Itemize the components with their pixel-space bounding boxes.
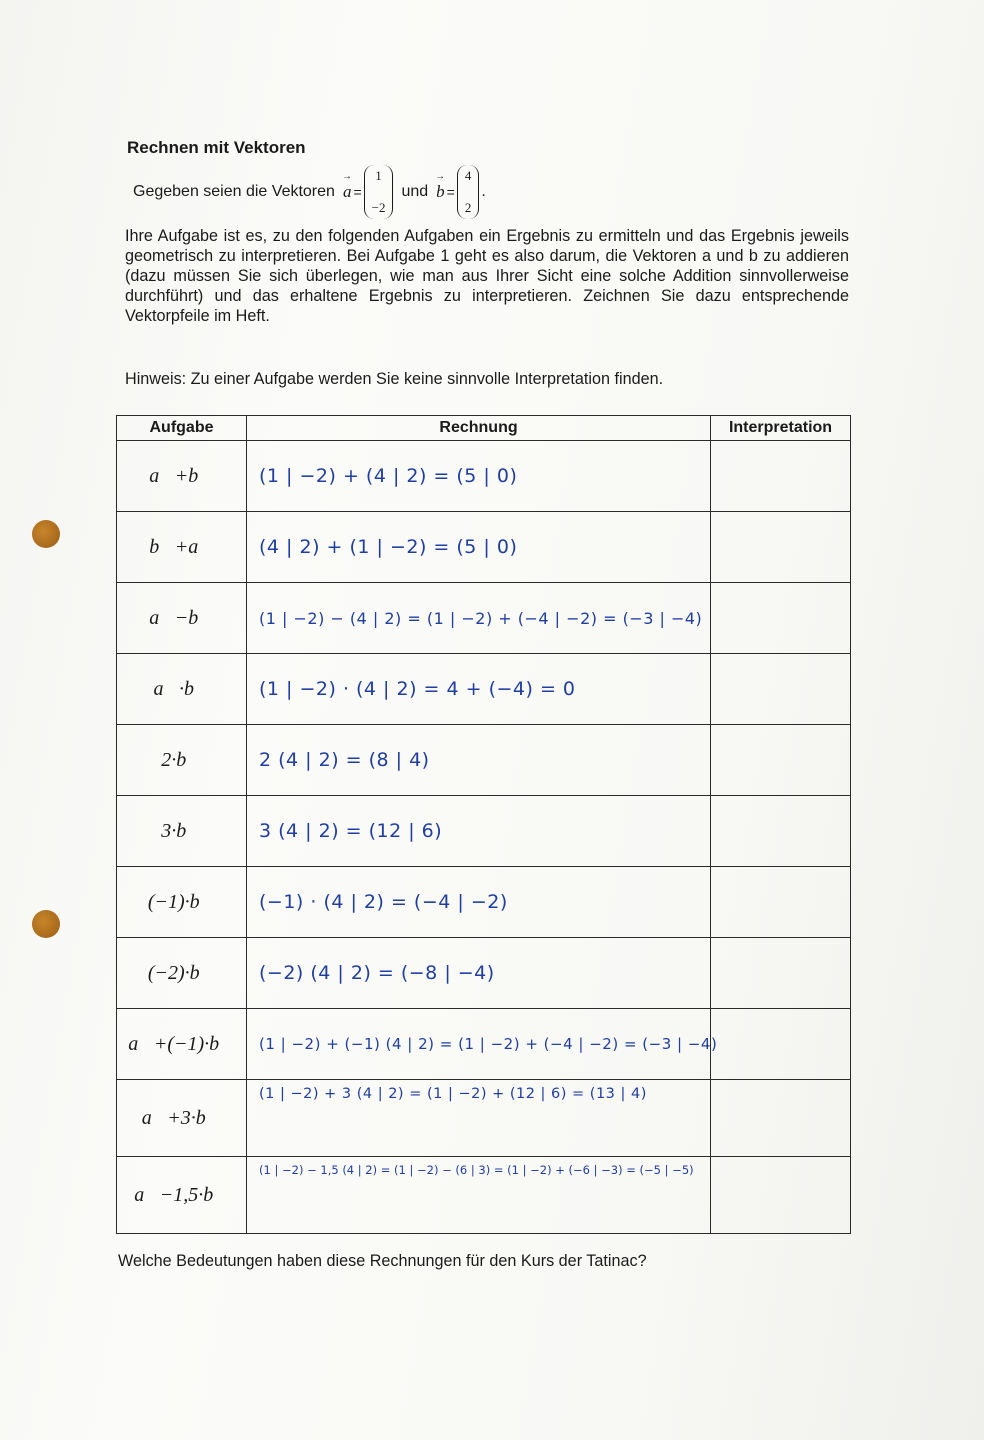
table-row xyxy=(117,725,851,796)
calc-cell: (1 | −2) + (−1) (4 | 2) = (1 | −2) + (−4 | −2) = (−3 | −4) xyxy=(247,1009,711,1080)
task-cell: (−1)·b⃗ xyxy=(117,867,247,938)
calc-cell: (4 | 2) + (1 | −2) = (5 | 0) xyxy=(247,512,711,583)
task-cell: b⃗+a⃗ xyxy=(117,512,247,583)
given-end: . xyxy=(481,183,486,200)
task-table xyxy=(116,415,851,1234)
vector-b-x: 4 xyxy=(464,168,472,183)
vector-b-y: 2 xyxy=(464,200,472,215)
header-task: Aufgabe xyxy=(117,416,247,441)
calc-cell: (1 | −2) − (4 | 2) = (1 | −2) + (−4 | −2) = (−3 | −4) xyxy=(247,583,711,654)
calc-cell: (1 | −2) + (4 | 2) = (5 | 0) xyxy=(247,441,711,512)
worksheet-title: Rechnen mit Vektoren xyxy=(127,138,306,157)
interpretation-cell[interactable] xyxy=(711,867,851,938)
table-header-row xyxy=(117,416,851,441)
table-row xyxy=(117,441,851,512)
table-row xyxy=(117,938,851,1009)
table-row xyxy=(117,654,851,725)
given-joiner: und xyxy=(401,183,429,200)
equals-sign: = xyxy=(446,184,455,200)
punch-hole-bottom xyxy=(32,910,60,938)
given-prefix: Gegeben seien die Vektoren xyxy=(133,183,335,200)
table-row xyxy=(117,583,851,654)
task-cell: a⃗−b⃗ xyxy=(117,583,247,654)
interpretation-cell[interactable] xyxy=(711,1009,851,1080)
task-cell: a⃗+(−1)·b⃗ xyxy=(117,1009,247,1080)
interpretation-cell[interactable] xyxy=(711,938,851,1009)
interpretation-cell[interactable] xyxy=(711,796,851,867)
vector-b xyxy=(436,165,479,219)
table-row xyxy=(117,867,851,938)
interpretation-cell[interactable] xyxy=(711,725,851,796)
task-cell: a⃗−1,5·b⃗ xyxy=(117,1157,247,1234)
task-cell: a⃗+b⃗ xyxy=(117,441,247,512)
calc-cell: (1 | −2) − 1,5 (4 | 2) = (1 | −2) − (6 | 3) = (1 | −2) + (−6 | −3) = (−5 | −5) xyxy=(247,1157,711,1234)
task-cell: (−2)·b⃗ xyxy=(117,938,247,1009)
hint-line: Hinweis: Zu einer Aufgabe werden Sie keine sinnvolle Interpretation finden. xyxy=(125,370,664,388)
calc-cell: (−1) · (4 | 2) = (−4 | −2) xyxy=(247,867,711,938)
calc-cell: (1 | −2) + 3 (4 | 2) = (1 | −2) + (12 | 6) = (13 | 4) xyxy=(247,1080,711,1157)
vector-a xyxy=(343,165,394,219)
interpretation-cell[interactable] xyxy=(711,441,851,512)
vector-a-column xyxy=(364,165,394,219)
header-calc: Rechnung xyxy=(247,416,711,441)
given-vectors-line xyxy=(127,163,486,221)
table-row xyxy=(117,1157,851,1234)
calc-cell: 3 (4 | 2) = (12 | 6) xyxy=(247,796,711,867)
interpretation-cell[interactable] xyxy=(711,512,851,583)
task-cell: 2·b⃗ xyxy=(117,725,247,796)
vector-a-x: 1 xyxy=(375,168,382,183)
interpretation-cell[interactable] xyxy=(711,654,851,725)
table-row xyxy=(117,1009,851,1080)
vector-b-name: → b xyxy=(436,182,445,202)
instructions-paragraph: Ihre Aufgabe ist es, zu den folgenden Aufgaben ein Ergebnis zu ermitteln und das Ergebnis jeweils geometrisch zu interpretieren. Bei Aufgabe 1 geht es also darum, die Vektoren a und b zu addieren (dazu müssen Sie sich überlegen, wie man aus Ihrer Sicht eine solche Addition sinnvollerweise durchführt) und das erhaltene Ergebnis zu interpretieren. Zeichnen Sie dazu entsprechende Vektorpfeile im Heft. xyxy=(125,227,849,325)
interpretation-cell[interactable] xyxy=(711,1080,851,1157)
header-interpretation: Interpretation xyxy=(711,416,851,441)
table-row xyxy=(117,1080,851,1157)
vector-a-name: → a xyxy=(343,182,352,202)
task-cell: a⃗+3·b⃗ xyxy=(117,1080,247,1157)
interpretation-cell[interactable] xyxy=(711,1157,851,1234)
calc-cell: (1 | −2) · (4 | 2) = 4 + (−4) = 0 xyxy=(247,654,711,725)
task-cell: 3·b⃗ xyxy=(117,796,247,867)
vector-b-column xyxy=(457,165,480,219)
table-row xyxy=(117,796,851,867)
punch-hole-top xyxy=(32,520,60,548)
calc-cell: (−2) (4 | 2) = (−8 | −4) xyxy=(247,938,711,1009)
vector-a-y: −2 xyxy=(371,200,386,215)
closing-question: Welche Bedeutungen haben diese Rechnungen für den Kurs der Tatinac? xyxy=(118,1252,647,1270)
equals-sign: = xyxy=(353,184,362,200)
task-cell: a⃗·b⃗ xyxy=(117,654,247,725)
interpretation-cell[interactable] xyxy=(711,583,851,654)
table-row xyxy=(117,512,851,583)
calc-cell: 2 (4 | 2) = (8 | 4) xyxy=(247,725,711,796)
